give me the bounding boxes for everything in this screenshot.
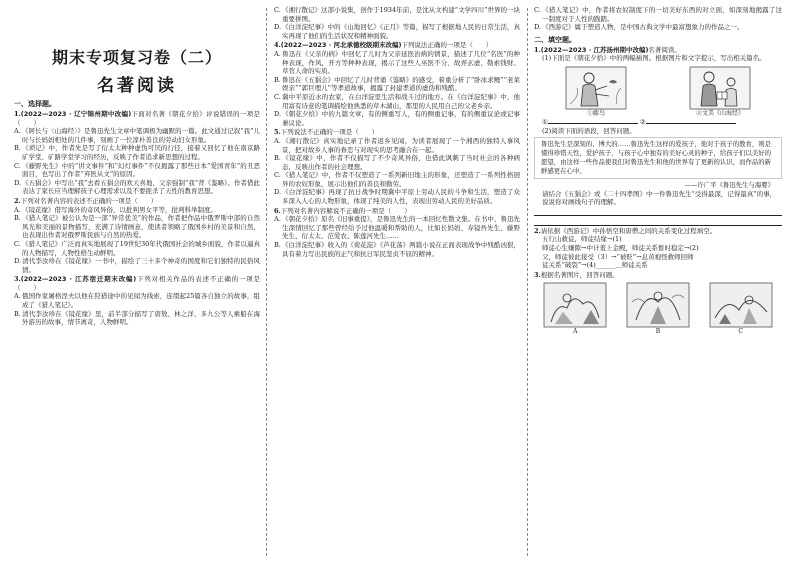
option: D.《五猖会》中写出“我”去看五猖会的欢天喜地，父亲强制“我”背《鉴略》。作者借此表达了家长应当理解孩子心理需求以及不要扼杀了天性的教育思想。 — [14, 178, 260, 196]
column-1 — [14, 0, 260, 561]
picture-label: A — [573, 328, 578, 336]
illustration-caption: ②文美《山海经》 — [695, 109, 744, 117]
question-stem: 下列对名著内容解说不正确的一项是（ ） — [280, 206, 411, 215]
question-stem: 名著阅读。 — [648, 45, 681, 54]
picture-row — [534, 282, 782, 336]
option: B.《白洋淀纪事》收入的《荷花淀》《芦花荡》两篇小说在正面表现战争中残酷凶狠，具有着力写出民族的正气和抗日军民坚贞不屈的精神。 — [274, 241, 520, 258]
column-divider-left — [266, 8, 267, 556]
reading-passage: 鲁迅先生是深刻的、博大的……鲁迅先生这样的爱孩子，他对于孩子的教育，则是懂得珍惜天性，爱护孩子，与孩子心中独有的美好心灵的种子，给孩子们以美好的愿望，由这样一些作品使我们对鲁迅先生和他的世界有了更新的认识，而作品的新鲜感更在心中。 — [534, 137, 782, 179]
question-stem: 下列说法正确的一项是（ ） — [401, 41, 493, 50]
option: C.《猎人笔记》广泛而真实地展现了19世纪30年代俄国社会的城乡面貌，作者以逼真的人物描写，人物性格生动鲜明。 — [14, 239, 260, 257]
illustration-book-icon — [689, 66, 751, 110]
question-source: (2022—2023 · 江苏宿迁期末改编) — [20, 275, 137, 284]
question-stem: 根据名著图片，回答问题。 — [540, 270, 619, 279]
question-5 — [274, 128, 520, 137]
question-2 — [14, 197, 260, 206]
question-number: 3. — [14, 275, 21, 284]
question-number: 1. — [534, 45, 541, 54]
question-number: 2. — [14, 196, 21, 205]
question-6 — [274, 207, 520, 216]
relation-line: 父，师徒彼此接受（3）→“被贬”→息黄袍怪救师回师 — [542, 252, 694, 261]
answer-blank[interactable] — [548, 123, 638, 124]
question-number: 1. — [14, 110, 21, 118]
question-4 — [274, 41, 520, 50]
option: A.《朝花夕拾》原名《旧事重提》，是鲁迅先生的一本回忆性散文集。在书中，鲁迅先生深情回忆了那些曾经给予过他温暖和帮助的人，比如长妈妈、寿镜吾先生、藤野先生、衍太太、范爱农、陈莲河先生…… — [274, 215, 520, 241]
option: B.《镜花缘》中，作者不仅描写了不少奇风异俗，也借此讽刺了当时社会的各种病态，反映出作者的社会理想。 — [274, 154, 520, 171]
option: C.冀中平原近水的农家，在白洋淀里生活和战斗过的地方。在《白洋淀纪事》中，他用富有诗意的笔调描绘他熟悉的草木湖山，那里的人民用自己的父老乡亲。 — [274, 92, 520, 110]
sub-question-3: 请结合《五猖会》或《二十四孝图》中一件鲁迅先生“受得最深，记得最真”的事，说说你对画线句子的理解。 — [542, 189, 777, 207]
passage-citation: ——许广平《鲁迅先生与海婴》 — [684, 181, 774, 190]
answer-line[interactable] — [534, 216, 782, 225]
option: B.《琐记》中，作者先是写了衍太太种种虚伪可厌的行径，接着又回忆了他在南京路矿学堂、矿路学堂学习的经历，反映了作者追求新思想的过程。 — [14, 144, 260, 161]
option: D.清代李汝珍在《镜花缘》一书中，描绘了三十多个神奇的国度和它们独特的民俗风情。 — [14, 257, 260, 274]
question-source: (2022—2023 · 江苏扬州期中改编) — [540, 45, 649, 54]
section-heading-choice: 一、选择题。 — [14, 100, 56, 108]
option: C.《猎人笔记》中，作者不仅塑造了一系列新旧地主的形象，还塑造了一系列性格迥异的农奴形象，展示出他们的善良和勤劳。 — [274, 171, 520, 188]
answer-line[interactable] — [534, 207, 782, 216]
illustration-2 — [689, 66, 751, 118]
option: C.《藤野先生》中的“讲文事件”和“幻灯事件”不仅揭露了那些日本“爱国青年”的丑恶面目，也写出了作者“弃医从文”的原因。 — [14, 161, 260, 179]
question-stem: 下面对名著《朝花夕拾》评说错误的一项是（ ） — [14, 110, 260, 127]
answer-blank[interactable] — [646, 123, 736, 124]
question-source: (2022—2023 · 河北承德校级期末改编) — [280, 41, 402, 50]
picture-a — [543, 282, 607, 336]
relation-line: 师徒心生嫌隙→中计羞上金殿，师徒关系暂时稳定→(2) — [542, 243, 699, 252]
column-3 — [534, 0, 782, 561]
option: D.《白洋淀纪事》中的《山地回忆》《正月》等篇，描写了根据地人民的日常生活，真实再现了他们的生活状况和精神面貌。 — [274, 23, 520, 40]
sub-question-2: (2)阅读下面的语段，回答问题。 — [542, 126, 636, 135]
question-stem: 下列对相关作品的表述不正确的一项是（ ） — [14, 275, 260, 292]
option: C.《猎人笔记》中，作者将农奴制度下的一切美好东西的对立面，如深刻地揭露了这一制度对于人性的践踏。 — [534, 6, 782, 23]
option: B.鲁迅在《五猖会》中回忆了儿时背诵《鉴略》的感受，着重分析了“卧冰求鲤”“老莱娱亲”“郭巨埋儿”等孝道故事，揭露了封建孝道的虚伪和残酷。 — [274, 75, 520, 93]
question-1 — [14, 110, 260, 127]
option: D.《白洋淀纪事》再现了抗日战争时期冀中平原上劳动人民的斗争和生活，塑造了众多深入人心的人物形象，体现了纯美的人性，表现出劳动人民的美好品质。 — [274, 188, 520, 206]
question-number: 6. — [274, 206, 281, 215]
relation-line: 五行山救徒，师徒结缘→(1) — [542, 235, 622, 244]
exam-title: 期末专项复习卷（二） — [51, 48, 222, 67]
option: A.《镜花缘》借写海外的奇风异俗，以批判男女平等，批判科举制度。 — [14, 205, 217, 214]
illustration-1 — [565, 66, 627, 118]
option: A.《阿长与〈山海经〉》是鲁迅先生文章中笔调极为幽默的一篇。此文通过记叙“我”儿时与长妈妈相处的几件事，刻画了一位淳朴善良的劳动妇女形象。 — [14, 127, 260, 144]
question-stem: 请依据《西游记》中孙悟空和唐僧之间的关系变化过程填空。 — [540, 226, 717, 235]
option: C.《湘行散记》这部小说集，创作于1934年前，是沈从文构建“文学四川”世界的一块重要拼图。 — [274, 6, 520, 23]
section-heading-fill: 二、填空题。 — [534, 35, 576, 44]
illustration-row — [534, 66, 782, 118]
sub-question-1: (1)下面是《朝花夕拾》中的两幅插图。根据图片和文字提示，写出相关篇名。 — [542, 54, 766, 63]
question-stem: 下列说法不正确的一项是（ ） — [280, 128, 379, 137]
question-stem: 下列对名著内容的表述不正确的一项是（ ） — [20, 196, 158, 205]
question-number: 2. — [534, 226, 541, 235]
option: A.《湘行散记》真实地记录了作者返乡见闻，为读者展现了一个湘西的独特人事风景，把对故乡人事的眷恋与对现实的思考融合在一起。 — [274, 136, 520, 154]
column-2 — [274, 0, 520, 561]
picture-scene-icon — [543, 282, 607, 328]
exam-subtitle: 名著阅读 — [97, 76, 177, 96]
question-number: 3. — [534, 270, 541, 279]
relation-line: 徒关系“破裂”→(4)______＿师徒关系 — [542, 261, 648, 270]
picture-scene-icon — [709, 282, 773, 328]
option: B.《猎人笔记》被公认为是一部“异常优美”的作品，作者把作品中俄罗斯中部的自然风光和美丽的景物描写，充满了诗情画意，使读者领略了俄国乡村的美景和自然，也表现出作者对俄罗斯民族与自然的热爱。 — [14, 214, 260, 240]
picture-c — [709, 282, 773, 336]
option: A.俄国作家屠格涅夫以他在狩猎途中的见闻为线索，连缀起25篇各自独立的故事，组成了《猎人笔记》。 — [14, 292, 260, 310]
illustration-caption: ①藤鸟 — [586, 109, 605, 117]
fill-question-3 — [534, 271, 782, 280]
option: D.《西游记》属于塑造人物，是中国古典文学中最富想象力的作品之一。 — [534, 23, 744, 32]
answer-line-1: ① ② — [534, 118, 782, 127]
picture-b — [626, 282, 690, 336]
picture-label: C — [738, 328, 743, 336]
option: B.清代李汝珍在《镜花缘》里，前半部分描写了唐敖、林之洋、多九公等人乘船在海外游历的故事，情节离奇，人物鲜明。 — [14, 309, 260, 327]
picture-scene-icon — [626, 282, 690, 328]
illustration-bird-icon — [565, 66, 627, 110]
option: A.鲁迅在《父亲的病》中回忆了儿时为父亲延医治病的情景，描述了几位“名医”的种种表现，作风，开方等种种表现，揭示了这些人巫医不分、故弄玄虚、勒索钱财、草菅人命的实质。 — [274, 49, 520, 76]
column-divider-right — [527, 8, 528, 556]
question-number: 4. — [274, 41, 281, 50]
question-number: 5. — [274, 128, 281, 137]
question-3 — [14, 275, 260, 292]
option: D.《朝花夕拾》中的九篇文章，有的侧重写人，有的侧重记事，有的侧重议论或记事兼议论。 — [274, 110, 520, 127]
picture-label: B — [655, 328, 661, 336]
question-source: (2022—2023 · 辽宁锦州期中改编) — [20, 110, 132, 118]
